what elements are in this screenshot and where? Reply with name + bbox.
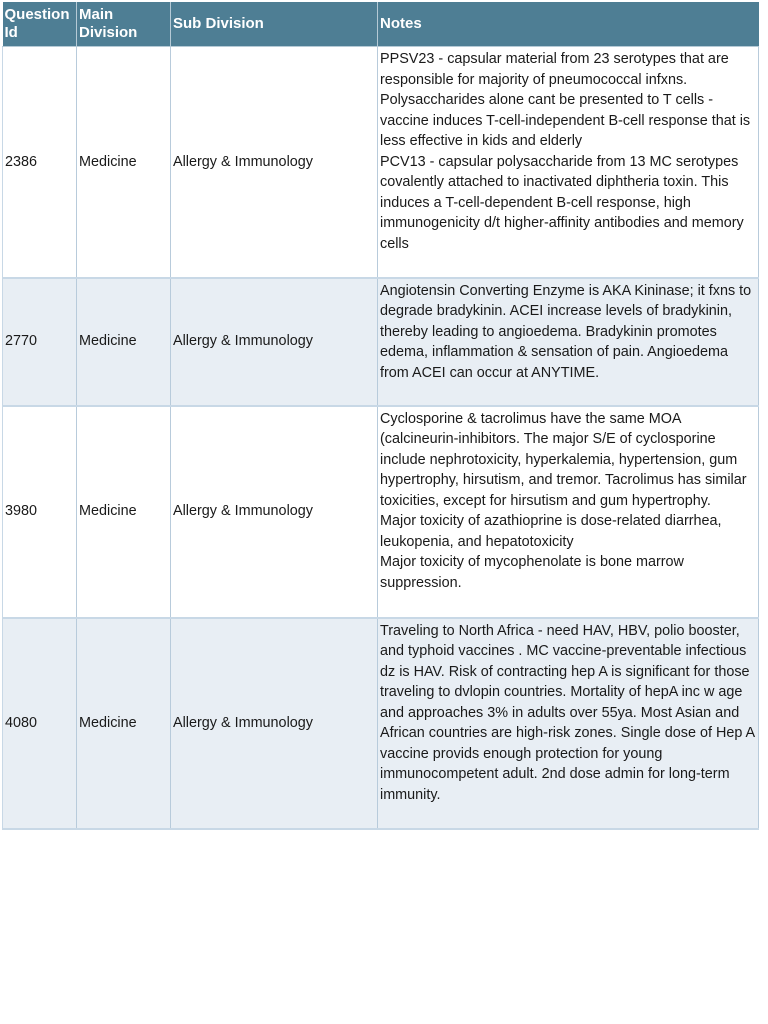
question-id-cell: 2770: [3, 278, 77, 406]
question-id-cell: 3980: [3, 406, 77, 618]
main-division-cell: Medicine: [77, 406, 171, 618]
table-body: [3, 47, 759, 829]
main-division-cell: Medicine: [77, 618, 171, 829]
table-row: [3, 47, 759, 278]
sub-division-cell: Allergy & Immunology: [171, 47, 378, 278]
question-id-cell: 2386: [3, 47, 77, 278]
sub-division-cell: Allergy & Immunology: [171, 618, 378, 829]
notes-table: [2, 2, 759, 830]
column-header-sub-division: Sub Division: [171, 2, 378, 47]
column-header-main-division: Main Division: [77, 2, 171, 47]
sub-division-cell: Allergy & Immunology: [171, 406, 378, 618]
column-header-question-id: Question Id: [3, 2, 77, 47]
notes-table-container: [2, 2, 758, 830]
notes-cell: Traveling to North Africa - need HAV, HBV, polio booster, and typhoid vaccines . MC vaccine-preventable infectious dz is HAV. Risk of contracting hep A is significant for those traveling to dvlopin countries. Mortality of hepA inc w age and approaches 3% in adults over 55ya. Most Asian and African countries are high-risk zones. Single dose of Hep A vaccine provids enough protection for young immunocompetent adult. 2nd dose admin for long-term immunity.: [378, 618, 759, 829]
column-header-notes: Notes: [378, 2, 759, 47]
table-row: [3, 278, 759, 406]
table-row: [3, 618, 759, 829]
notes-cell: PPSV23 - capsular material from 23 serotypes that are responsible for majority of pneumococcal infxns. Polysaccharides alone cant be presented to T cells - vaccine induces T-cell-independent B-cell response that is less effective in kids and elderly PCV13 - capsular polysaccharide from 13 MC serotypes covalently attached to inactivated diphtheria toxin. This induces a T-cell-dependent B-cell response, high immunogenicity d/t higher-affinity antibodies and memory cells: [378, 47, 759, 278]
header-row: [3, 2, 759, 47]
table-row: [3, 406, 759, 618]
main-division-cell: Medicine: [77, 47, 171, 278]
question-id-cell: 4080: [3, 618, 77, 829]
main-division-cell: Medicine: [77, 278, 171, 406]
notes-cell: Cyclosporine & tacrolimus have the same MOA (calcineurin-inhibitors. The major S/E of cyclosporine include nephrotoxicity, hyperkalemia, hypertension, gum hypertrophy, hirsutism, and tremor. Tacrolimus has similar toxicities, except for hirsutism and gum hypertrophy. Major toxicity of azathioprine is dose-related diarrhea, leukopenia, and hepatotoxicity Major toxicity of mycophenolate is bone marrow suppression.: [378, 406, 759, 618]
notes-cell: Angiotensin Converting Enzyme is AKA Kininase; it fxns to degrade bradykinin. ACEI increase levels of bradykinin, thereby leading to angioedema. Bradykinin promotes edema, inflammation & sensation of pain. Angioedema from ACEI can occur at ANYTIME.: [378, 278, 759, 406]
table-header: [3, 2, 759, 47]
sub-division-cell: Allergy & Immunology: [171, 278, 378, 406]
